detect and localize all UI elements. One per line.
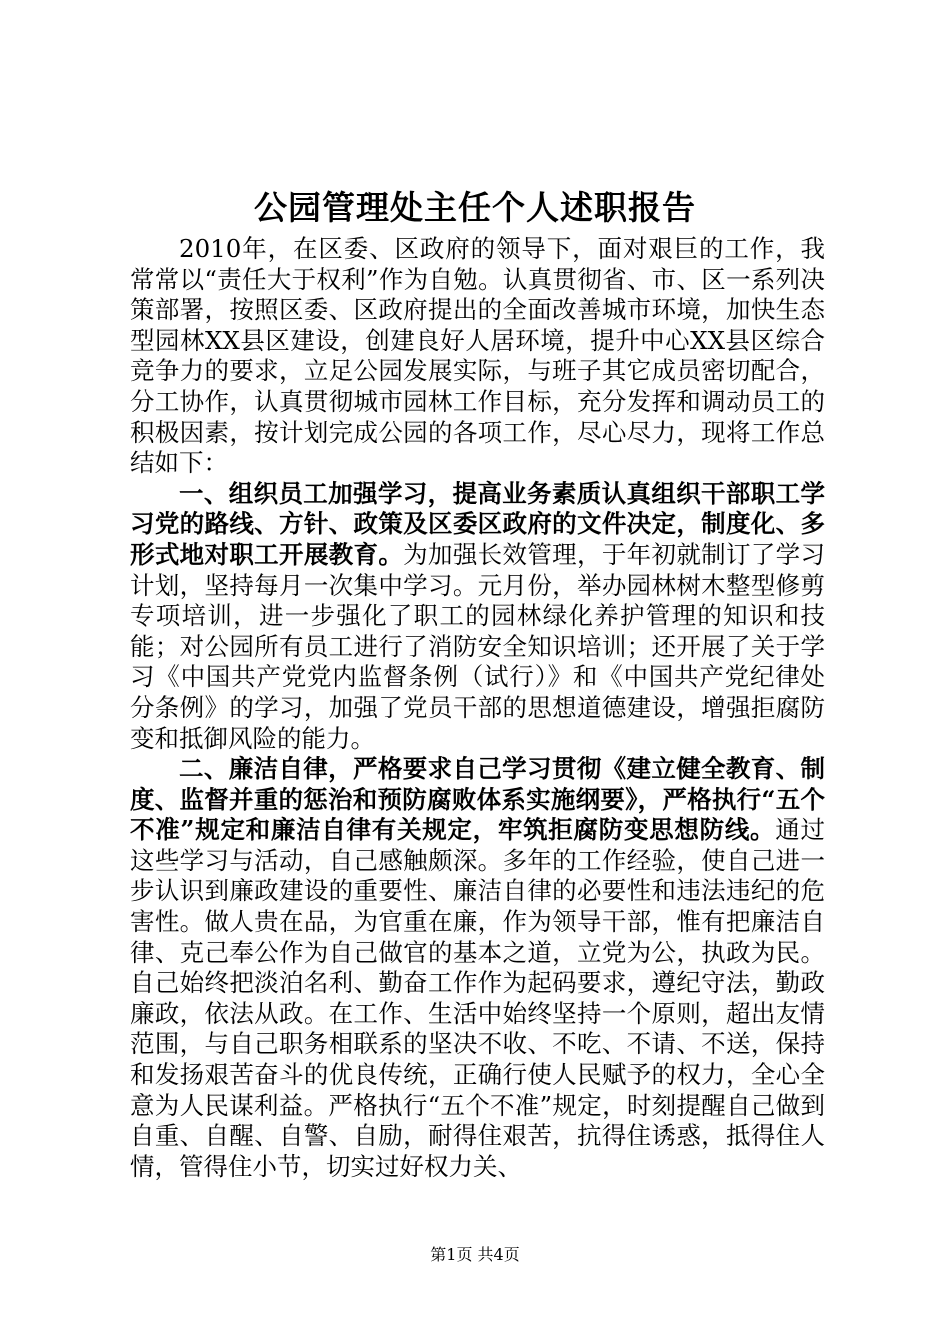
section-heading: 一、组织员工加强学习，提高业务素质认真组织干部职工学习党的路线、方针、政策及区委区政府的文件决定，制度化、多形式地对职工开展教育。: [130, 478, 825, 569]
paragraph-text: 2010年，在区委、区政府的领导下，面对艰巨的工作，我常常以“责任大于权利”作为自勉。认真贯彻省、市、区一系列决策部署，按照区委、区政府提出的全面改善城市环境，加快生态型园林XX县区建设，创建良好人居环境，提升中心XX县区综合竞争力的要求，立足公园发展实际，与班子其它成员密切配合，分工协作，认真贯彻城市园林工作目标，充分发挥和调动员工的积极因素，按计划完成公园的各项工作，尽心尽力，现将工作总结如下：: [130, 234, 825, 478]
page-number-footer: 第1页 共4页: [430, 1245, 520, 1264]
document-body: [130, 234, 825, 1182]
section-heading: 二、廉洁自律，严格要求自己学习贯彻《建立健全教育、制度、监督并重的惩治和预防腐败体系实施纲要》，严格执行“五个不准”规定和廉洁自律有关规定，牢筑拒腐防变思想防线。: [130, 754, 825, 845]
paragraph-text: 通过这些学习与活动，自己感触颇深。多年的工作经验，使自己进一步认识到廉政建设的重要性、廉洁自律的必要性和违法违纪的危害性。做人贵在品，为官重在廉，作为领导干部，惟有把廉洁自律、克己奉公作为自己做官的基本之道，立党为公，执政为民。自己始终把淡泊名利、勤奋工作作为起码要求，遵纪守法，勤政廉政，依法从政。在工作、生活中始终坚持一个原则，超出友情范围，与自己职务相联系的坚决不收、不吃、不请、不送，保持和发扬艰苦奋斗的优良传统，正确行使人民赋予的权力，全心全意为人民谋利益。严格执行“五个不准”规定，时刻提醒自己做到自重、自醒、自警、自励，耐得住艰苦，抗得住诱惑，抵得住人情，管得住小节，切实过好权力关、: [130, 815, 825, 1181]
paragraph-section-2: [130, 754, 825, 1182]
paragraph-intro: [130, 234, 825, 479]
paragraph-section-1: [130, 479, 825, 754]
document-title: 公园管理处主任个人述职报告: [254, 188, 696, 227]
paragraph-text: 为加强长效管理，于年初就制订了学习计划，坚持每月一次集中学习。元月份，举办园林树木整型修剪专项培训，进一步强化了职工的园林绿化养护管理的知识和技能；对公园所有员工进行了消防安全知识培训；还开展了关于学习《中国共产党党内监督条例（试行）》和《中国共产党纪律处分条例》的学习，加强了党员干部的思想道德建设，增强拒腐防变和抵御风险的能力。: [130, 539, 826, 753]
